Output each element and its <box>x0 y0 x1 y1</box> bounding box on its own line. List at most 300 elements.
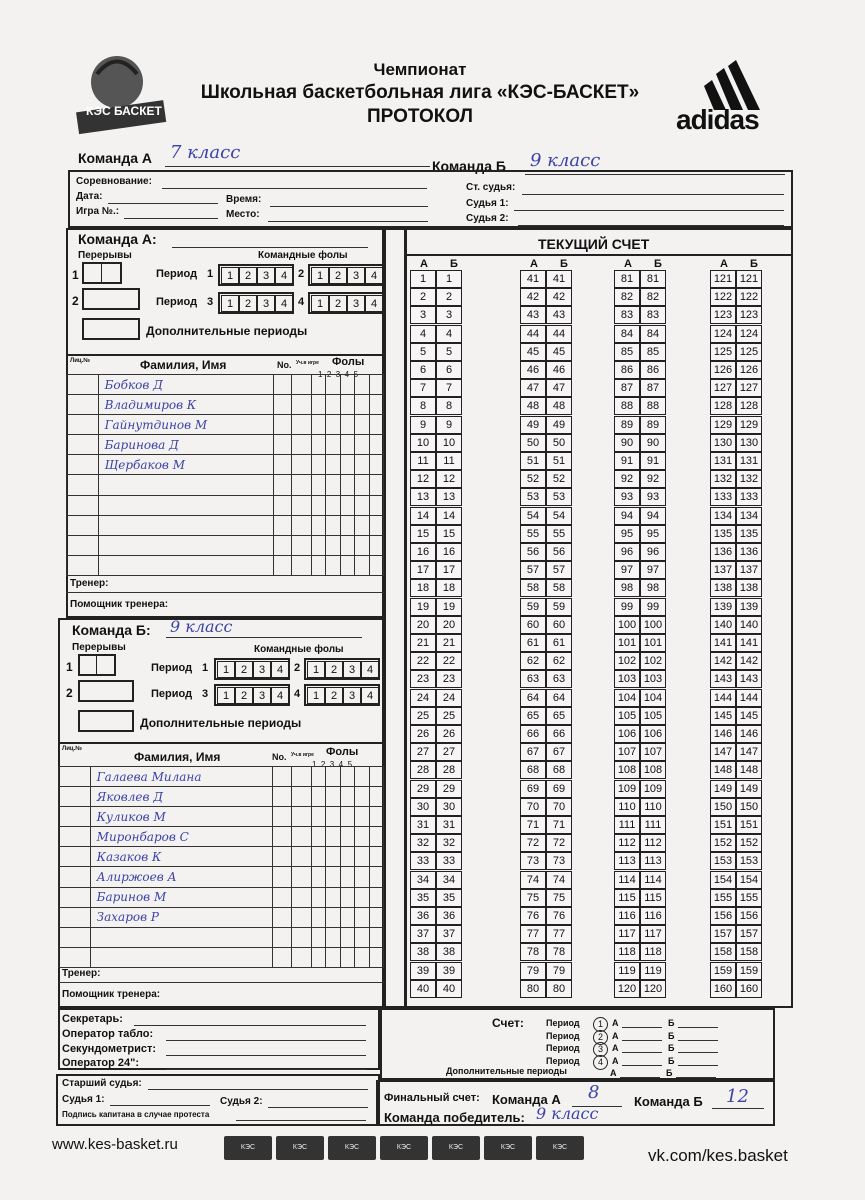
score-cell-b[interactable]: 102 <box>640 652 666 670</box>
score-cell-b[interactable]: 35 <box>436 889 462 907</box>
score-cell-b[interactable]: 120 <box>640 980 666 998</box>
score-cell-b[interactable]: 122 <box>736 288 762 306</box>
score-cell-a[interactable]: 153 <box>710 852 736 870</box>
team-a-fouls-period4[interactable] <box>308 292 384 314</box>
score-cell-b[interactable]: 39 <box>436 962 462 980</box>
score-cell-b[interactable]: 123 <box>736 306 762 324</box>
score-cell-a[interactable]: 97 <box>614 561 640 579</box>
score-cell-b[interactable]: 103 <box>640 670 666 688</box>
score-cell-b[interactable]: 82 <box>640 288 666 306</box>
score-cell-b[interactable]: 137 <box>736 561 762 579</box>
score-cell-b[interactable]: 42 <box>546 288 572 306</box>
score-cell-b[interactable]: 84 <box>640 325 666 343</box>
score-cell-b[interactable]: 109 <box>640 780 666 798</box>
score-cell-b[interactable]: 113 <box>640 852 666 870</box>
score-cell-a[interactable]: 119 <box>614 962 640 980</box>
score-cell-a[interactable]: 147 <box>710 743 736 761</box>
foul-digit[interactable]: 1 <box>217 687 235 704</box>
score-cell-b[interactable]: 110 <box>640 798 666 816</box>
score-cell-b[interactable]: 46 <box>546 361 572 379</box>
score-cell-a[interactable]: 48 <box>520 397 546 415</box>
score-cell-a[interactable]: 139 <box>710 598 736 616</box>
foul-digit[interactable]: 1 <box>217 661 235 678</box>
score-cell-a[interactable]: 31 <box>410 816 436 834</box>
score-cell-a[interactable]: 103 <box>614 670 640 688</box>
score-cell-a[interactable]: 123 <box>710 306 736 324</box>
team-a-timeouts-half1[interactable] <box>82 262 122 284</box>
foul-digit[interactable]: 2 <box>235 687 253 704</box>
score-cell-b[interactable]: 10 <box>436 434 462 452</box>
score-cell-b[interactable]: 90 <box>640 434 666 452</box>
score-cell-b[interactable]: 21 <box>436 634 462 652</box>
foul-digit[interactable]: 4 <box>361 687 379 704</box>
score-cell-a[interactable]: 133 <box>710 488 736 506</box>
foul-digit[interactable]: 4 <box>365 267 383 284</box>
foul-digit[interactable]: 3 <box>347 295 365 312</box>
score-cell-a[interactable]: 75 <box>520 889 546 907</box>
score-cell-a[interactable]: 64 <box>520 689 546 707</box>
score-cell-b[interactable]: 60 <box>546 616 572 634</box>
score-cell-a[interactable]: 54 <box>520 507 546 525</box>
score-cell-a[interactable]: 68 <box>520 761 546 779</box>
score-cell-b[interactable]: 51 <box>546 452 572 470</box>
score-cell-a[interactable]: 50 <box>520 434 546 452</box>
score-cell-b[interactable]: 47 <box>546 379 572 397</box>
score-cell-b[interactable]: 4 <box>436 325 462 343</box>
score-cell-a[interactable]: 151 <box>710 816 736 834</box>
team-b-timeouts-half1[interactable] <box>78 654 116 676</box>
score-cell-a[interactable]: 33 <box>410 852 436 870</box>
score-cell-a[interactable]: 124 <box>710 325 736 343</box>
score-cell-b[interactable]: 125 <box>736 343 762 361</box>
score-cell-b[interactable]: 53 <box>546 488 572 506</box>
score-cell-b[interactable]: 27 <box>436 743 462 761</box>
score-cell-a[interactable]: 43 <box>520 306 546 324</box>
score-cell-a[interactable]: 141 <box>710 634 736 652</box>
score-cell-a[interactable]: 15 <box>410 525 436 543</box>
score-cell-b[interactable]: 77 <box>546 925 572 943</box>
score-cell-a[interactable]: 56 <box>520 543 546 561</box>
score-cell-a[interactable]: 101 <box>614 634 640 652</box>
score-cell-b[interactable]: 106 <box>640 725 666 743</box>
score-cell-a[interactable]: 22 <box>410 652 436 670</box>
score-cell-b[interactable]: 98 <box>640 579 666 597</box>
score-cell-b[interactable]: 66 <box>546 725 572 743</box>
score-cell-a[interactable]: 25 <box>410 707 436 725</box>
foul-digit[interactable]: 3 <box>343 661 361 678</box>
score-cell-b[interactable]: 43 <box>546 306 572 324</box>
score-cell-a[interactable]: 94 <box>614 507 640 525</box>
score-cell-b[interactable]: 80 <box>546 980 572 998</box>
vk-link[interactable]: vk.com/kes.basket <box>648 1146 788 1165</box>
score-cell-b[interactable]: 97 <box>640 561 666 579</box>
score-cell-a[interactable]: 98 <box>614 579 640 597</box>
score-cell-a[interactable]: 23 <box>410 670 436 688</box>
team-a-timeouts-half2[interactable] <box>82 288 140 310</box>
score-cell-a[interactable]: 122 <box>710 288 736 306</box>
foul-digit[interactable]: 2 <box>239 267 257 284</box>
score-cell-b[interactable]: 124 <box>736 325 762 343</box>
score-cell-a[interactable]: 51 <box>520 452 546 470</box>
score-cell-b[interactable]: 100 <box>640 616 666 634</box>
score-cell-b[interactable]: 50 <box>546 434 572 452</box>
score-cell-a[interactable]: 17 <box>410 561 436 579</box>
score-cell-a[interactable]: 100 <box>614 616 640 634</box>
score-cell-a[interactable]: 66 <box>520 725 546 743</box>
score-cell-b[interactable]: 94 <box>640 507 666 525</box>
score-cell-a[interactable]: 135 <box>710 525 736 543</box>
score-cell-b[interactable]: 17 <box>436 561 462 579</box>
score-cell-a[interactable]: 126 <box>710 361 736 379</box>
score-cell-b[interactable]: 89 <box>640 416 666 434</box>
foul-digit[interactable]: 1 <box>311 295 329 312</box>
score-cell-a[interactable]: 29 <box>410 780 436 798</box>
score-cell-b[interactable]: 7 <box>436 379 462 397</box>
score-cell-b[interactable]: 41 <box>546 270 572 288</box>
score-cell-a[interactable]: 138 <box>710 579 736 597</box>
score-cell-a[interactable]: 12 <box>410 470 436 488</box>
score-cell-a[interactable]: 110 <box>614 798 640 816</box>
score-cell-a[interactable]: 11 <box>410 452 436 470</box>
score-cell-b[interactable]: 154 <box>736 871 762 889</box>
score-cell-b[interactable]: 64 <box>546 689 572 707</box>
score-cell-a[interactable]: 91 <box>614 452 640 470</box>
score-cell-a[interactable]: 63 <box>520 670 546 688</box>
score-cell-b[interactable]: 108 <box>640 761 666 779</box>
score-cell-b[interactable]: 140 <box>736 616 762 634</box>
score-cell-a[interactable]: 89 <box>614 416 640 434</box>
score-cell-a[interactable]: 57 <box>520 561 546 579</box>
score-cell-b[interactable]: 34 <box>436 871 462 889</box>
score-cell-b[interactable]: 127 <box>736 379 762 397</box>
score-cell-a[interactable]: 14 <box>410 507 436 525</box>
score-cell-b[interactable]: 133 <box>736 488 762 506</box>
score-cell-b[interactable]: 31 <box>436 816 462 834</box>
score-cell-a[interactable]: 137 <box>710 561 736 579</box>
score-cell-b[interactable]: 92 <box>640 470 666 488</box>
score-cell-a[interactable]: 27 <box>410 743 436 761</box>
score-cell-b[interactable]: 3 <box>436 306 462 324</box>
score-cell-b[interactable]: 8 <box>436 397 462 415</box>
foul-digit[interactable]: 3 <box>253 687 271 704</box>
score-cell-a[interactable]: 32 <box>410 834 436 852</box>
score-cell-b[interactable]: 45 <box>546 343 572 361</box>
score-cell-b[interactable]: 20 <box>436 616 462 634</box>
score-cell-b[interactable]: 115 <box>640 889 666 907</box>
score-cell-a[interactable]: 37 <box>410 925 436 943</box>
score-cell-a[interactable]: 155 <box>710 889 736 907</box>
score-cell-b[interactable]: 73 <box>546 852 572 870</box>
score-cell-a[interactable]: 73 <box>520 852 546 870</box>
score-cell-a[interactable]: 10 <box>410 434 436 452</box>
score-cell-a[interactable]: 99 <box>614 598 640 616</box>
score-cell-a[interactable]: 96 <box>614 543 640 561</box>
foul-digit[interactable]: 4 <box>275 267 293 284</box>
foul-digit[interactable]: 2 <box>329 295 347 312</box>
score-cell-b[interactable]: 159 <box>736 962 762 980</box>
score-cell-b[interactable]: 145 <box>736 707 762 725</box>
score-cell-b[interactable]: 52 <box>546 470 572 488</box>
score-cell-a[interactable]: 42 <box>520 288 546 306</box>
score-cell-a[interactable]: 144 <box>710 689 736 707</box>
score-cell-b[interactable]: 79 <box>546 962 572 980</box>
score-cell-a[interactable]: 28 <box>410 761 436 779</box>
score-cell-a[interactable]: 148 <box>710 761 736 779</box>
score-cell-b[interactable]: 40 <box>436 980 462 998</box>
score-cell-a[interactable]: 26 <box>410 725 436 743</box>
score-cell-a[interactable]: 40 <box>410 980 436 998</box>
score-cell-a[interactable]: 52 <box>520 470 546 488</box>
score-cell-a[interactable]: 49 <box>520 416 546 434</box>
score-cell-a[interactable]: 21 <box>410 634 436 652</box>
score-cell-a[interactable]: 5 <box>410 343 436 361</box>
score-cell-a[interactable]: 46 <box>520 361 546 379</box>
score-cell-b[interactable]: 59 <box>546 598 572 616</box>
team-a-fouls-period1[interactable] <box>218 264 294 286</box>
score-cell-a[interactable]: 152 <box>710 834 736 852</box>
score-cell-b[interactable]: 71 <box>546 816 572 834</box>
score-cell-a[interactable]: 95 <box>614 525 640 543</box>
score-cell-b[interactable]: 142 <box>736 652 762 670</box>
score-cell-b[interactable]: 48 <box>546 397 572 415</box>
score-cell-a[interactable]: 85 <box>614 343 640 361</box>
score-cell-b[interactable]: 118 <box>640 943 666 961</box>
score-cell-a[interactable]: 128 <box>710 397 736 415</box>
score-cell-a[interactable]: 3 <box>410 306 436 324</box>
score-cell-b[interactable]: 6 <box>436 361 462 379</box>
score-cell-b[interactable]: 67 <box>546 743 572 761</box>
score-cell-b[interactable]: 15 <box>436 525 462 543</box>
score-cell-a[interactable]: 78 <box>520 943 546 961</box>
score-cell-a[interactable]: 82 <box>614 288 640 306</box>
score-cell-a[interactable]: 83 <box>614 306 640 324</box>
foul-digit[interactable]: 3 <box>347 267 365 284</box>
score-cell-a[interactable]: 104 <box>614 689 640 707</box>
score-cell-b[interactable]: 55 <box>546 525 572 543</box>
score-cell-a[interactable]: 20 <box>410 616 436 634</box>
score-cell-a[interactable]: 59 <box>520 598 546 616</box>
score-cell-b[interactable]: 44 <box>546 325 572 343</box>
score-cell-b[interactable]: 152 <box>736 834 762 852</box>
score-cell-a[interactable]: 120 <box>614 980 640 998</box>
score-cell-a[interactable]: 44 <box>520 325 546 343</box>
score-cell-b[interactable]: 57 <box>546 561 572 579</box>
score-cell-b[interactable]: 24 <box>436 689 462 707</box>
score-cell-a[interactable]: 115 <box>614 889 640 907</box>
score-cell-a[interactable]: 69 <box>520 780 546 798</box>
foul-digit[interactable]: 2 <box>325 687 343 704</box>
score-cell-b[interactable]: 141 <box>736 634 762 652</box>
score-cell-b[interactable]: 95 <box>640 525 666 543</box>
score-cell-b[interactable]: 63 <box>546 670 572 688</box>
score-cell-b[interactable]: 11 <box>436 452 462 470</box>
score-cell-a[interactable]: 41 <box>520 270 546 288</box>
score-cell-b[interactable]: 86 <box>640 361 666 379</box>
score-cell-a[interactable]: 105 <box>614 707 640 725</box>
score-cell-a[interactable]: 45 <box>520 343 546 361</box>
score-cell-a[interactable]: 132 <box>710 470 736 488</box>
score-cell-a[interactable]: 7 <box>410 379 436 397</box>
score-cell-b[interactable]: 107 <box>640 743 666 761</box>
score-cell-b[interactable]: 129 <box>736 416 762 434</box>
score-cell-a[interactable]: 102 <box>614 652 640 670</box>
score-cell-b[interactable]: 75 <box>546 889 572 907</box>
score-cell-b[interactable]: 14 <box>436 507 462 525</box>
score-cell-a[interactable]: 70 <box>520 798 546 816</box>
score-cell-a[interactable]: 67 <box>520 743 546 761</box>
score-cell-b[interactable]: 69 <box>546 780 572 798</box>
foul-digit[interactable]: 1 <box>307 687 325 704</box>
score-cell-a[interactable]: 30 <box>410 798 436 816</box>
score-cell-b[interactable]: 121 <box>736 270 762 288</box>
score-cell-a[interactable]: 1 <box>410 270 436 288</box>
score-cell-b[interactable]: 136 <box>736 543 762 561</box>
foul-digit[interactable]: 3 <box>257 267 275 284</box>
score-cell-b[interactable]: 138 <box>736 579 762 597</box>
foul-digit[interactable]: 2 <box>235 661 253 678</box>
score-cell-a[interactable]: 149 <box>710 780 736 798</box>
score-cell-b[interactable]: 18 <box>436 579 462 597</box>
score-cell-a[interactable]: 19 <box>410 598 436 616</box>
score-cell-b[interactable]: 23 <box>436 670 462 688</box>
score-cell-b[interactable]: 134 <box>736 507 762 525</box>
score-cell-a[interactable]: 160 <box>710 980 736 998</box>
score-cell-a[interactable]: 18 <box>410 579 436 597</box>
score-cell-a[interactable]: 34 <box>410 871 436 889</box>
score-cell-b[interactable]: 144 <box>736 689 762 707</box>
score-cell-b[interactable]: 72 <box>546 834 572 852</box>
score-cell-a[interactable]: 90 <box>614 434 640 452</box>
score-cell-b[interactable]: 36 <box>436 907 462 925</box>
score-cell-b[interactable]: 2 <box>436 288 462 306</box>
score-cell-b[interactable]: 128 <box>736 397 762 415</box>
score-cell-b[interactable]: 5 <box>436 343 462 361</box>
score-cell-a[interactable]: 106 <box>614 725 640 743</box>
score-cell-a[interactable]: 2 <box>410 288 436 306</box>
score-cell-a[interactable]: 58 <box>520 579 546 597</box>
score-cell-a[interactable]: 134 <box>710 507 736 525</box>
score-cell-a[interactable]: 88 <box>614 397 640 415</box>
score-cell-b[interactable]: 99 <box>640 598 666 616</box>
score-cell-a[interactable]: 125 <box>710 343 736 361</box>
score-cell-b[interactable]: 83 <box>640 306 666 324</box>
score-cell-b[interactable]: 156 <box>736 907 762 925</box>
score-cell-b[interactable]: 160 <box>736 980 762 998</box>
score-cell-b[interactable]: 87 <box>640 379 666 397</box>
score-cell-a[interactable]: 154 <box>710 871 736 889</box>
score-cell-a[interactable]: 74 <box>520 871 546 889</box>
score-cell-b[interactable]: 56 <box>546 543 572 561</box>
score-cell-a[interactable]: 150 <box>710 798 736 816</box>
score-cell-a[interactable]: 121 <box>710 270 736 288</box>
score-cell-a[interactable]: 117 <box>614 925 640 943</box>
score-cell-a[interactable]: 61 <box>520 634 546 652</box>
score-cell-b[interactable]: 146 <box>736 725 762 743</box>
score-cell-b[interactable]: 143 <box>736 670 762 688</box>
score-cell-b[interactable]: 49 <box>546 416 572 434</box>
score-cell-b[interactable]: 105 <box>640 707 666 725</box>
score-cell-b[interactable]: 148 <box>736 761 762 779</box>
site-link[interactable]: www.kes-basket.ru <box>52 1136 178 1153</box>
score-cell-a[interactable]: 36 <box>410 907 436 925</box>
foul-digit[interactable]: 1 <box>311 267 329 284</box>
team-a-fouls-period2[interactable] <box>308 264 384 286</box>
score-cell-a[interactable]: 87 <box>614 379 640 397</box>
score-cell-a[interactable]: 118 <box>614 943 640 961</box>
score-cell-a[interactable]: 114 <box>614 871 640 889</box>
score-cell-b[interactable]: 88 <box>640 397 666 415</box>
foul-digit[interactable]: 4 <box>271 687 289 704</box>
score-cell-b[interactable]: 151 <box>736 816 762 834</box>
score-cell-b[interactable]: 54 <box>546 507 572 525</box>
score-cell-a[interactable]: 113 <box>614 852 640 870</box>
score-cell-b[interactable]: 70 <box>546 798 572 816</box>
foul-digit[interactable]: 1 <box>221 267 239 284</box>
score-cell-a[interactable]: 80 <box>520 980 546 998</box>
foul-digit[interactable]: 4 <box>275 295 293 312</box>
team-b-fouls-period2[interactable] <box>304 658 380 680</box>
score-cell-b[interactable]: 12 <box>436 470 462 488</box>
score-cell-b[interactable]: 81 <box>640 270 666 288</box>
score-cell-b[interactable]: 38 <box>436 943 462 961</box>
score-cell-b[interactable]: 62 <box>546 652 572 670</box>
score-cell-a[interactable]: 143 <box>710 670 736 688</box>
score-cell-b[interactable]: 29 <box>436 780 462 798</box>
score-cell-b[interactable]: 33 <box>436 852 462 870</box>
score-cell-b[interactable]: 132 <box>736 470 762 488</box>
score-cell-a[interactable]: 136 <box>710 543 736 561</box>
score-cell-a[interactable]: 145 <box>710 707 736 725</box>
score-cell-b[interactable]: 91 <box>640 452 666 470</box>
score-cell-b[interactable]: 65 <box>546 707 572 725</box>
score-cell-a[interactable]: 156 <box>710 907 736 925</box>
score-cell-a[interactable]: 62 <box>520 652 546 670</box>
score-cell-a[interactable]: 35 <box>410 889 436 907</box>
team-b-extra-timeouts[interactable] <box>78 710 134 732</box>
foul-digit[interactable]: 4 <box>271 661 289 678</box>
score-cell-b[interactable]: 68 <box>546 761 572 779</box>
score-cell-a[interactable]: 8 <box>410 397 436 415</box>
score-cell-b[interactable]: 158 <box>736 943 762 961</box>
score-cell-b[interactable]: 93 <box>640 488 666 506</box>
score-cell-a[interactable]: 65 <box>520 707 546 725</box>
score-cell-b[interactable]: 112 <box>640 834 666 852</box>
score-cell-b[interactable]: 58 <box>546 579 572 597</box>
score-cell-a[interactable]: 6 <box>410 361 436 379</box>
score-cell-a[interactable]: 111 <box>614 816 640 834</box>
score-cell-a[interactable]: 53 <box>520 488 546 506</box>
score-cell-b[interactable]: 13 <box>436 488 462 506</box>
score-cell-b[interactable]: 126 <box>736 361 762 379</box>
score-cell-b[interactable]: 119 <box>640 962 666 980</box>
score-cell-a[interactable]: 127 <box>710 379 736 397</box>
score-cell-a[interactable]: 24 <box>410 689 436 707</box>
score-cell-a[interactable]: 116 <box>614 907 640 925</box>
team-a-extra-timeouts[interactable] <box>82 318 140 340</box>
score-cell-b[interactable]: 61 <box>546 634 572 652</box>
score-cell-b[interactable]: 25 <box>436 707 462 725</box>
score-cell-a[interactable]: 84 <box>614 325 640 343</box>
team-b-fouls-period1[interactable] <box>214 658 290 680</box>
score-cell-b[interactable]: 116 <box>640 907 666 925</box>
score-cell-a[interactable]: 39 <box>410 962 436 980</box>
score-cell-a[interactable]: 93 <box>614 488 640 506</box>
score-cell-b[interactable]: 131 <box>736 452 762 470</box>
foul-digit[interactable]: 3 <box>343 687 361 704</box>
score-cell-a[interactable]: 13 <box>410 488 436 506</box>
score-cell-b[interactable]: 101 <box>640 634 666 652</box>
score-cell-b[interactable]: 114 <box>640 871 666 889</box>
